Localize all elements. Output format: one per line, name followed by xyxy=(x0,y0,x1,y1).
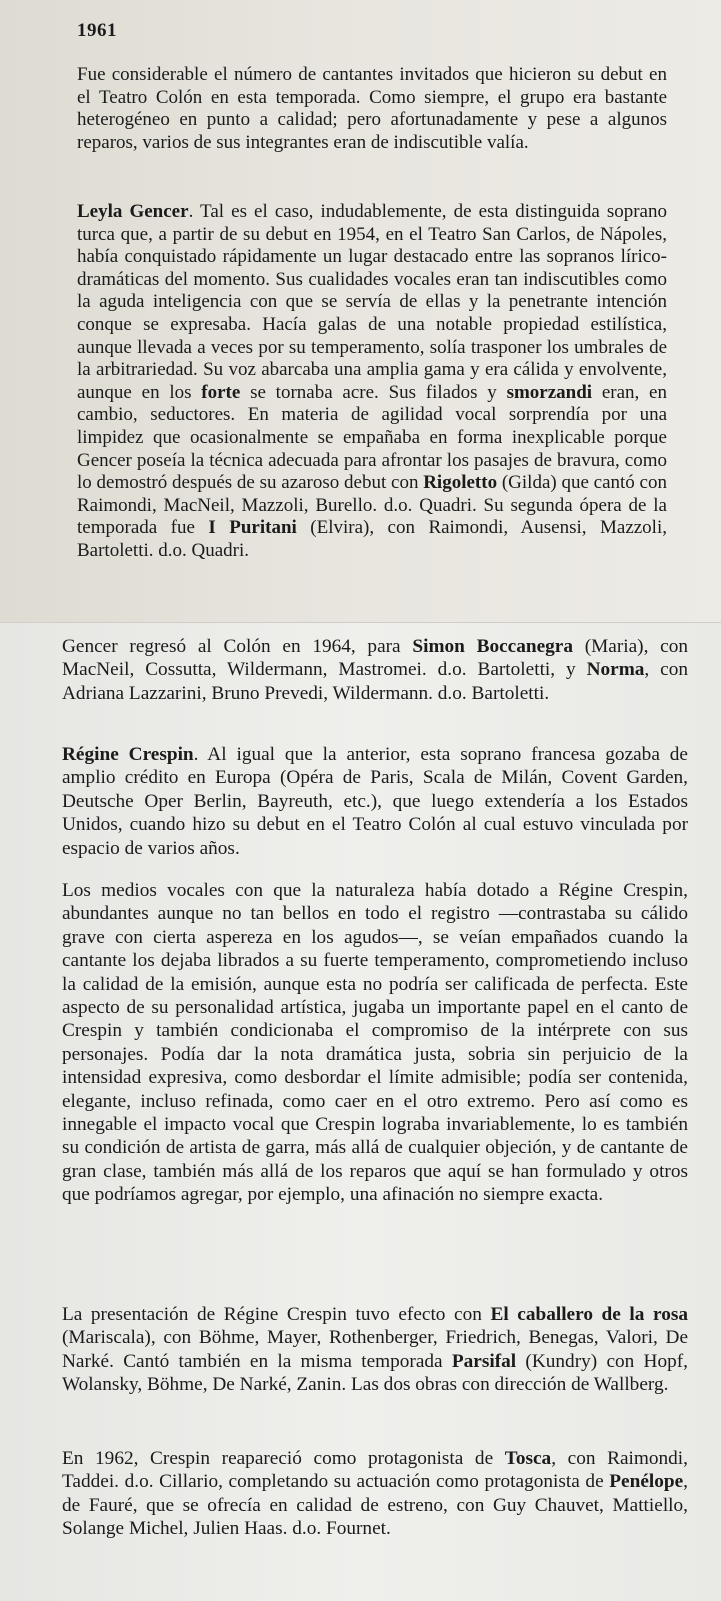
singer-name-crespin: Régine Crespin xyxy=(62,744,194,765)
opera-rigoletto: Rigoletto xyxy=(423,472,498,494)
term-smorzandi: smorzandi xyxy=(506,381,593,403)
upper-page-section xyxy=(0,0,721,622)
opera-norma: Norma xyxy=(586,659,645,681)
return-text-1: Gencer regresó al Colón en 1964, para xyxy=(62,636,413,657)
opera-i-puritani: I Puritani xyxy=(208,517,297,539)
intro-paragraph xyxy=(77,64,667,154)
return-text-3: , con Adriana Lazzarini, Bruno Prevedi, Wildermann. d.o. Bartoletti. xyxy=(62,659,689,704)
debut-text-3: (Kundry) con Hopf, Wolansky, Böhme, De Narké, Zanin. Las dos obras con dirección de Wallberg. xyxy=(62,1350,689,1396)
crespin-voice-text: Los medios vocales con que la naturaleza había dotado a Régine Crespin, abundantes aunque no tan bellos en todo el registro —contrastaba su cálido grave con cierta aspereza en los agudos—, se veían empañados cuando la cantante los dejaba librados a su fuerte temperamento, comprometiendo incluso la calidad de la emisión, aunque esta no podría ser calificada de perfecta. Este aspecto de su personalidad artística, jugaba un importante papel en el canto de Crespin y también condicionaba el compromiso de la intérprete con sus personajes. Podía dar la nota dramática justa, sobria sin perjuicio de la intensidad expresiva, como desbordar el límite admisible; podía ser contenida, elegante, incluso refinada, como caer en el otro extremo. Pero así como es innegable el impacto vocal que Crespin lograba invariablemente, lo es también su condición de artista de garra, más allá de cualquier objeción, y de cantante de gran clase, también más allá de los reparos que aquí se han formulado y otros que podríamos agregar, por ejemplo, una afinación no siempre exacta. xyxy=(62,880,688,1206)
gencer-text-5: (Elvira), con Raimondi, Ausensi, Mazzoli, Bartoletti. d.o. Quadri. xyxy=(77,517,667,561)
opera-penelope: Penélope xyxy=(609,1471,684,1493)
gencer-paragraph xyxy=(77,201,667,563)
gencer-text-1: . Tal es el caso, indudablemente, de esta distinguida soprano turca que, a partir de su debut en 1954, en el Teatro San Carlos, de Nápoles, había conquistado rápidamente un lugar destacado entre las sopranos lírico-dramáticas del momento. Sus cualidades vocales eran tan indiscutibles como la aguda inteligencia con que se servía de ellas y la penetrante intención conque se expresaba. Hacía galas de una notable propiedad estilística, aunque llevada a veces por su temperamento, solía trasponer los umbrales de la arbitrariedad. Su voz abarcaba una amplia gama y era cálida y envolvente, aunque en los xyxy=(77,201,667,403)
opera-el-caballero-de-la-rosa: El caballero de la rosa xyxy=(490,1304,688,1325)
intro-text: Fue considerable el número de cantantes invitados que hicieron su debut en el Teatro Colón en esta temporada. Como siempre, el grupo era bastante heterogéneo en punto a calidad; pero afortunadamente y pese a algunos reparos, varios de sus integrantes eran de indiscutible valía. xyxy=(77,64,667,153)
crespin-1962-paragraph xyxy=(62,1447,688,1541)
crespin-debut-paragraph xyxy=(62,1303,688,1397)
gencer-text-2: se tornaba acre. Sus filados y xyxy=(240,381,507,403)
gencer-return-paragraph xyxy=(62,635,688,705)
crespin-voice-paragraph xyxy=(62,879,688,1207)
singer-name-gencer: Leyla Gencer xyxy=(77,201,189,222)
opera-tosca: Tosca xyxy=(504,1448,552,1469)
opera-simon-boccanegra: Simon Boccanegra xyxy=(412,636,573,657)
year-heading: 1961 xyxy=(77,20,117,41)
crespin-text: . Al igual que la anterior, esta soprano francesa gozaba de amplio crédito en Europa (Opéra de Paris, Scala de Milán, Covent Garden, Deutsche Oper Berlin, Bayreuth, etc.), que luego extendería a los Estados Unidos, cuando hizo su debut en el Teatro Colón al cual estuvo vinculada por espacio de varios años. xyxy=(62,744,688,859)
gencer-text-3: eran, en cambio, seductores. En materia de agilidad vocal sorprendía por una limpidez que ocasionalmente se empañaba en forma inexplicable porque Gencer poseía la técnica adecuada para afrontar los pasajes de bravura, como lo demostró después de su azaroso debut con xyxy=(77,381,667,494)
crespin-1962-text-1: En 1962, Crespin reapareció como protagonista de xyxy=(62,1448,505,1469)
debut-text-1: La presentación de Régine Crespin tuvo efecto con xyxy=(62,1304,491,1325)
opera-parsifal: Parsifal xyxy=(451,1350,517,1372)
crespin-1962-text-3: , de Fauré, que se ofrecía en calidad de estreno, con Guy Chauvet, Mattiello, Solange Michel, Julien Haas. d.o. Fournet. xyxy=(62,1471,688,1540)
term-forte: forte xyxy=(201,381,241,403)
lower-page-section xyxy=(0,622,721,1601)
crespin-1962-text-2: , con Raimondi, Taddei. d.o. Cillario, completando su actuación como protagonista de xyxy=(62,1448,688,1493)
gencer-text-4: (Gilda) que cantó con Raimondi, MacNeil, Mazzoli, Burello. d.o. Quadri. Su segunda ópera de la temporada fue xyxy=(77,472,667,539)
debut-text-2: (Mariscala), con Böhme, Mayer, Rothenberger, Friedrich, Benegas, Valori, De Narké. Cantó también en la misma temporada xyxy=(62,1327,688,1372)
return-text-2: (Maria), con MacNeil, Cossutta, Wildermann, Mastromei. d.o. Bartoletti, y xyxy=(62,636,688,681)
crespin-paragraph xyxy=(62,743,688,860)
